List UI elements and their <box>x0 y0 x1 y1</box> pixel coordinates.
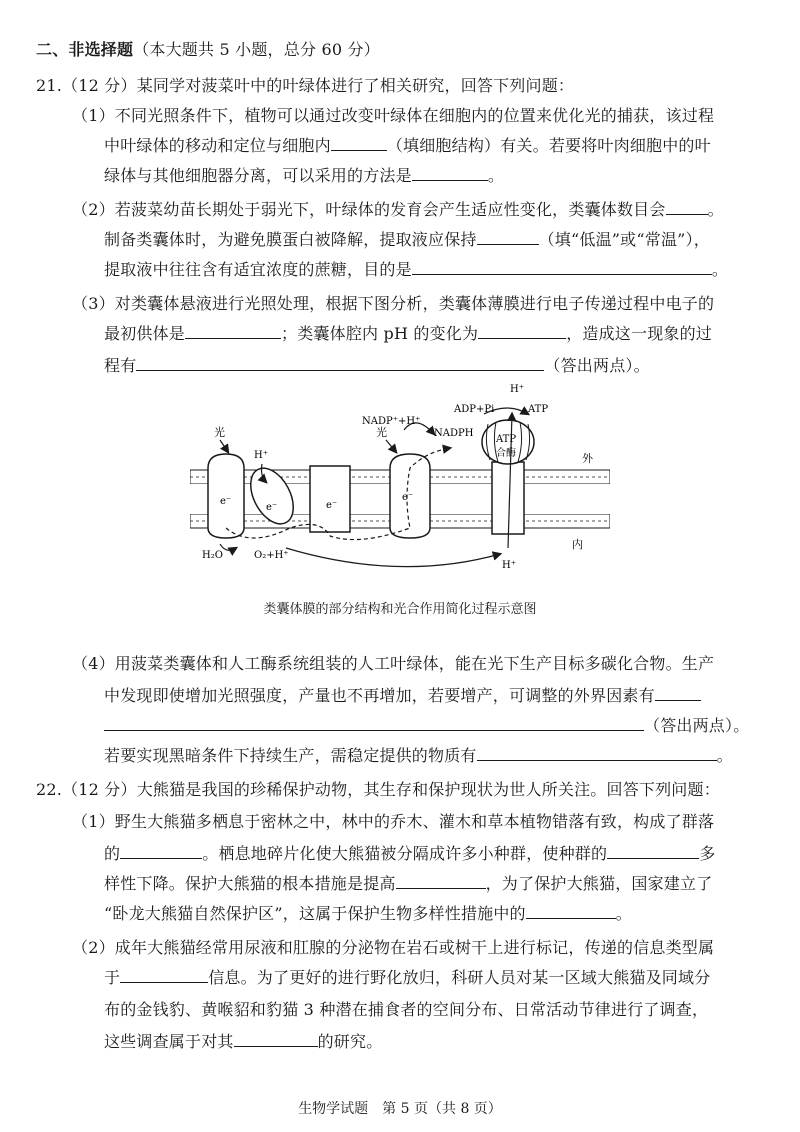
answer-blank[interactable] <box>526 904 616 919</box>
q22-part1-text-e: ，为了保护大熊猫，国家建立了 <box>485 874 713 893</box>
q22-part1-line4 <box>104 904 632 924</box>
nadph-label: NADPH <box>434 428 474 439</box>
q22-part2-line2 <box>104 968 710 988</box>
thylakoid-membrane-diagram <box>190 378 610 590</box>
q22-part2-line4 <box>104 1032 382 1052</box>
q22-part2-text-a: 于 <box>104 968 121 987</box>
q22-part1-text-c: 多 <box>699 844 716 863</box>
atp-synthase-label-1: ATP <box>496 434 517 445</box>
water-label: H₂O <box>202 550 223 561</box>
q22-part1-line2 <box>104 844 715 864</box>
q21-part1-text-b: （填细胞结构）有关。若要将叶肉细胞中的叶 <box>386 136 711 155</box>
adp-pi-label: ADP+Pi <box>454 404 495 415</box>
proton-lumen-arrow <box>286 548 500 567</box>
electron-label-4: e⁻ <box>402 492 414 503</box>
q22-part1-text-d: 样性下降。保护大熊猫的根本措施是提高 <box>104 874 396 893</box>
q22-heading: 22.（12 分）大熊猫是我国的珍稀保护动物，其生存和保护现状为世人所关注。回答下列问题： <box>36 780 720 799</box>
q21-part2-text-c: 制备类囊体时，为避免膜蛋白被降解，提取液应保持 <box>104 230 477 249</box>
answer-blank[interactable] <box>185 324 281 339</box>
answer-blank[interactable] <box>396 874 486 889</box>
light-label-1: 光 <box>214 426 225 439</box>
q22-part2-text-b: 信息。为了更好的进行野化放归，科研人员对某一区域大熊猫及同域分 <box>208 968 711 987</box>
page-footer: 生物学试题 第 5 页（共 8 页） <box>298 1101 502 1117</box>
q21-part1-text-a: 中叶绿体的移动和定位与细胞内 <box>104 136 331 155</box>
q22-part2-line3: 布的金钱豹、黄喉貂和豹猫 3 种潜在捕食者的空间分布、日常活动节律进行了调查， <box>104 1000 709 1019</box>
answer-blank[interactable] <box>120 844 202 859</box>
q21-part3-text-c: ，造成这一现象的过 <box>566 324 712 343</box>
atp-label: ATP <box>528 404 549 415</box>
answer-blank[interactable] <box>120 968 208 983</box>
q21-part3-text-d: 程有 <box>104 356 137 375</box>
oxygen-proton-label: O₂+H⁺ <box>254 550 289 561</box>
proton-label-bottom: H⁺ <box>502 560 516 571</box>
light-arrow-1 <box>220 440 228 452</box>
section-header <box>36 40 380 60</box>
q21-part1-text-d: 。 <box>487 166 505 185</box>
q22-part1-text-b: 。栖息地碎片化使大熊猫被分隔成许多小种群，使种群的 <box>202 844 608 863</box>
section-title: 二、非选择题 <box>36 40 134 59</box>
outside-label: 外 <box>582 452 593 465</box>
answer-blank[interactable] <box>477 746 717 761</box>
q21-part3-line2 <box>104 324 712 344</box>
q21-part4-line4 <box>104 746 733 766</box>
nadp-label: NADP⁺+H⁺ <box>362 416 421 427</box>
inside-label: 内 <box>572 538 583 551</box>
q21-part2-line3 <box>104 260 728 280</box>
q21-part2-line1 <box>72 200 724 220</box>
figure-caption: 类囊体膜的部分结构和光合作用简化过程示意图 <box>263 602 537 617</box>
answer-blank[interactable] <box>655 686 701 701</box>
q21-part1-line3 <box>104 166 504 186</box>
answer-blank[interactable] <box>104 716 644 731</box>
q21-part4-text-c: 若要实现黑暗条件下持续生产，需稳定提供的物质有 <box>104 746 477 765</box>
q21-part2-text-e: 提取液中往往含有适宜浓度的蔗糖，目的是 <box>104 260 412 279</box>
section-note: （本大题共 5 小题，总分 60 分） <box>133 40 380 59</box>
electron-label-2: e⁻ <box>266 502 278 513</box>
answer-blank[interactable] <box>234 1032 318 1047</box>
q22-part1-line3 <box>104 874 712 894</box>
proton-label-top: H⁺ <box>254 450 268 461</box>
q21-part2-line2 <box>104 230 710 250</box>
q22-part1-text-g: 。 <box>615 904 632 923</box>
q22-part1-line1: （1）野生大熊猫多栖息于密林之中，林中的乔木、灌木和草本植物错落有致，构成了群落 <box>72 812 715 831</box>
q21-part4-line1: （4）用菠菜类囊体和人工酶系统组装的人工叶绿体，能在光下生产目标多碳化合物。生产 <box>72 654 715 673</box>
q21-part4-text-b: （答出两点）。 <box>644 716 750 735</box>
q21-part2-text-f: 。 <box>711 260 729 279</box>
electron-label-1: e⁻ <box>220 496 232 507</box>
light-label-2: 光 <box>376 426 387 439</box>
q21-part1-line2 <box>104 136 711 156</box>
q21-part2-text-d: （填“低温”或“常温”）， <box>538 230 710 249</box>
q22-part2-line1: （2）成年大熊猫经常用尿液和肛腺的分泌物在岩石或树干上进行标记，传递的信息类型属 <box>72 938 715 957</box>
q21-part2-text-a: （2）若菠菜幼苗长期处于弱光下，叶绿体的发育会产生适应性变化，类囊体数目会 <box>72 200 666 219</box>
electron-label-3: e⁻ <box>326 500 338 511</box>
q21-part3-text-e: （答出两点）。 <box>544 356 650 375</box>
q22-part2-text-c: 这些调查属于对其 <box>104 1032 234 1051</box>
proton-label-synthase: H⁺ <box>510 384 524 395</box>
atp-synthase-label-2: 合酶 <box>496 448 516 459</box>
q22-part1-text-a: 的 <box>104 844 121 863</box>
answer-blank[interactable] <box>331 136 387 151</box>
q21-part4-line2 <box>104 686 701 706</box>
answer-blank[interactable] <box>136 356 544 371</box>
q21-part4-line3 <box>104 716 749 736</box>
answer-blank[interactable] <box>666 200 708 215</box>
cytochrome-complex <box>310 466 350 532</box>
q21-part3-text-a: 最初供体是 <box>104 324 186 343</box>
answer-blank[interactable] <box>478 324 566 339</box>
q21-part1-text-c: 绿体与其他细胞器分离，可以采用的方法是 <box>104 166 412 185</box>
answer-blank[interactable] <box>412 166 488 181</box>
q21-part3-line1: （3）对类囊体悬液进行光照处理，根据下图分析，类囊体薄膜进行电子传递过程中电子的 <box>72 294 715 313</box>
q21-part1-line1: （1）不同光照条件下，植物可以通过改变叶绿体在细胞内的位置来优化光的捕获，该过程 <box>72 106 715 125</box>
q21-part2-text-b: 。 <box>707 200 724 219</box>
light-arrow-2 <box>386 440 396 452</box>
q21-part3-text-b: ；类囊体腔内 pH 的变化为 <box>281 324 479 343</box>
q22-part1-text-f: “卧龙大熊猫自然保护区”，这属于保护生物多样性措施中的 <box>104 904 526 923</box>
answer-blank[interactable] <box>412 260 712 275</box>
answer-blank[interactable] <box>477 230 539 245</box>
answer-blank[interactable] <box>607 844 699 859</box>
q21-part4-text-a: 中发现即使增加光照强度，产量也不再增加，若要增产，可调整的外界因素有 <box>104 686 655 705</box>
q21-part3-line3 <box>104 356 650 376</box>
q22-part2-text-d: 的研究。 <box>317 1032 383 1051</box>
q21-heading: 21.（12 分）某同学对菠菜叶中的叶绿体进行了相关研究，回答下列问题： <box>36 76 575 95</box>
q21-part4-text-d: 。 <box>716 746 733 765</box>
